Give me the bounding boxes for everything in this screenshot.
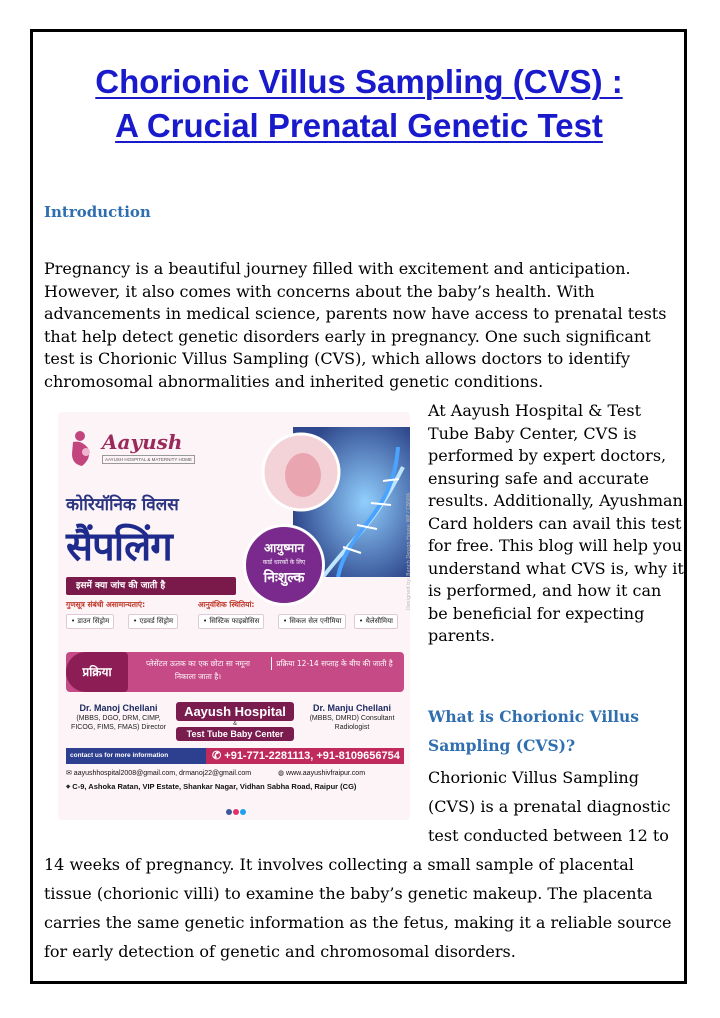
badge-line-2: कार्ड धारकों के लिए xyxy=(262,559,306,566)
instagram-icon xyxy=(233,809,239,815)
page-title xyxy=(34,60,684,148)
hospital-paragraph: At Aayush Hospital & Test Tube Baby Center, CVS is performed by expert doctors, ensuring safe and accurate results. Additionally, Ayushman Card holders can avail this test for free. This blog will help you understand what CVS is, why it is performed, and how it can be beneficial for expecting parents. xyxy=(428,401,684,645)
what-is-cvs-heading: What is Chorionic Villus Sampling (CVS)? xyxy=(428,707,640,755)
logo-tagline: AAYUSH HOSPITAL & MATERNITY HOME xyxy=(102,455,195,464)
facebook-icon xyxy=(226,809,232,815)
ayushman-free-badge xyxy=(243,524,325,606)
badge-line-3: निःशुल्क xyxy=(263,570,305,586)
title-line-1: Chorionic Villus Sampling (CVS) : xyxy=(95,63,623,100)
badge-line-1: आयुष्मान xyxy=(264,541,304,555)
hospital-name: Aayush Hospital xyxy=(176,702,294,721)
hospital-subtitle: Test Tube Baby Center xyxy=(176,727,294,741)
list-item: • थैलेसीमिया xyxy=(354,614,398,629)
doctor-right xyxy=(300,704,404,732)
doctor-left xyxy=(66,704,171,732)
doctor-right-name: Dr. Manju Chellani xyxy=(312,703,391,713)
hospital-logo xyxy=(68,422,193,478)
list-left-heading: गुणसूत्र संबंधी असामान्यताएं: xyxy=(66,600,146,609)
logo-wordmark: Aayush xyxy=(102,430,183,454)
list-item: • डाउन सिंड्रोम xyxy=(66,614,114,629)
contact-bar xyxy=(66,748,404,764)
social-icons xyxy=(226,802,250,810)
doctor-left-credentials: (MBBS, DGO, DRM, CIMP, FICOG, FIMS, FMAS) Director xyxy=(71,715,166,731)
twitter-icon xyxy=(240,809,246,815)
hospital-ampersand: & xyxy=(232,721,237,727)
list-item: • सिकल सेल एनीमिया xyxy=(278,614,346,629)
doctor-right-credentials: (MBBS, DMRD) Consultant Radiologist xyxy=(309,715,395,731)
designer-watermark: Designed by: Bench Design House WP / CBN06 xyxy=(406,492,412,610)
list-right-heading: आनुवंशिक स्थितियां: xyxy=(198,600,255,609)
contact-info-row xyxy=(66,769,404,777)
what-is-cvs-paragraph-start: Chorionic Villus Sampling (CVS) is a prenatal diagnostic test conducted between 12 to xyxy=(428,768,671,845)
process-text-2: प्रक्रिया 12-14 सप्ताह के बीच की जाती है xyxy=(271,657,397,670)
list-item: • सिस्टिक फाइब्रोसिस xyxy=(198,614,264,629)
doctor-left-name: Dr. Manoj Chellani xyxy=(79,703,158,713)
question-banner: इसमें क्या जांच की जाती है xyxy=(66,577,236,595)
doctors-row xyxy=(66,702,404,742)
mother-child-logo-icon xyxy=(68,428,98,468)
test-conditions-lists xyxy=(66,600,404,642)
process-text-1: प्लेसेंटल ऊतक का एक छोटा सा नमूना निकाला जाता है। xyxy=(146,659,250,681)
process-bar xyxy=(66,652,404,692)
ad-headline-small: कोरियॉनिक विलस xyxy=(66,495,179,515)
list-item: • एडवर्ड सिंड्रोम xyxy=(128,614,178,629)
process-label: प्रक्रिया xyxy=(66,652,128,692)
ad-card xyxy=(58,412,410,820)
introduction-heading: Introduction xyxy=(44,203,151,221)
hospital-advertisement-image xyxy=(44,395,424,825)
ad-headline-big: सैंपलिंग xyxy=(66,524,172,570)
title-line-2: A Crucial Prenatal Genetic Test xyxy=(115,107,603,144)
phone-numbers: ✆ +91-771-2281113, +91-8109656754 xyxy=(206,748,404,764)
hospital-name-block xyxy=(176,702,294,741)
introduction-paragraph: Pregnancy is a beautiful journey filled with excitement and anticipation. However, it also comes with concerns about the baby’s health. With advancements in medical science, parents now have access to prenatal tests that help detect genetic disorders early in pregnancy. One such significant test is Chorionic Villus Sampling (CVS), which allows doctors to identify chromosomal abnormalities and inherited genetic conditions. xyxy=(44,259,667,391)
address: ⌖ C-9, Ashoka Ratan, VIP Estate, Shankar Nagar, Vidhan Sabha Road, Raipur (CG) xyxy=(66,782,357,791)
email-addresses: ✉ aayushhospital2008@gmail.com, drmanoj22@gmail.com xyxy=(66,770,252,777)
what-is-cvs-paragraph-continued: 14 weeks of pregnancy. It involves collecting a small sample of placental tissue (chorionic villi) to examine the baby’s genetic makeup. The placenta carries the same genetic information as the fetus, making it a reliable source for early detection of genetic and chromosomal disorders. xyxy=(44,855,672,961)
contact-label: contact us for more information xyxy=(70,752,169,759)
website: ◍ www.aayushivfraipur.com xyxy=(278,770,366,777)
